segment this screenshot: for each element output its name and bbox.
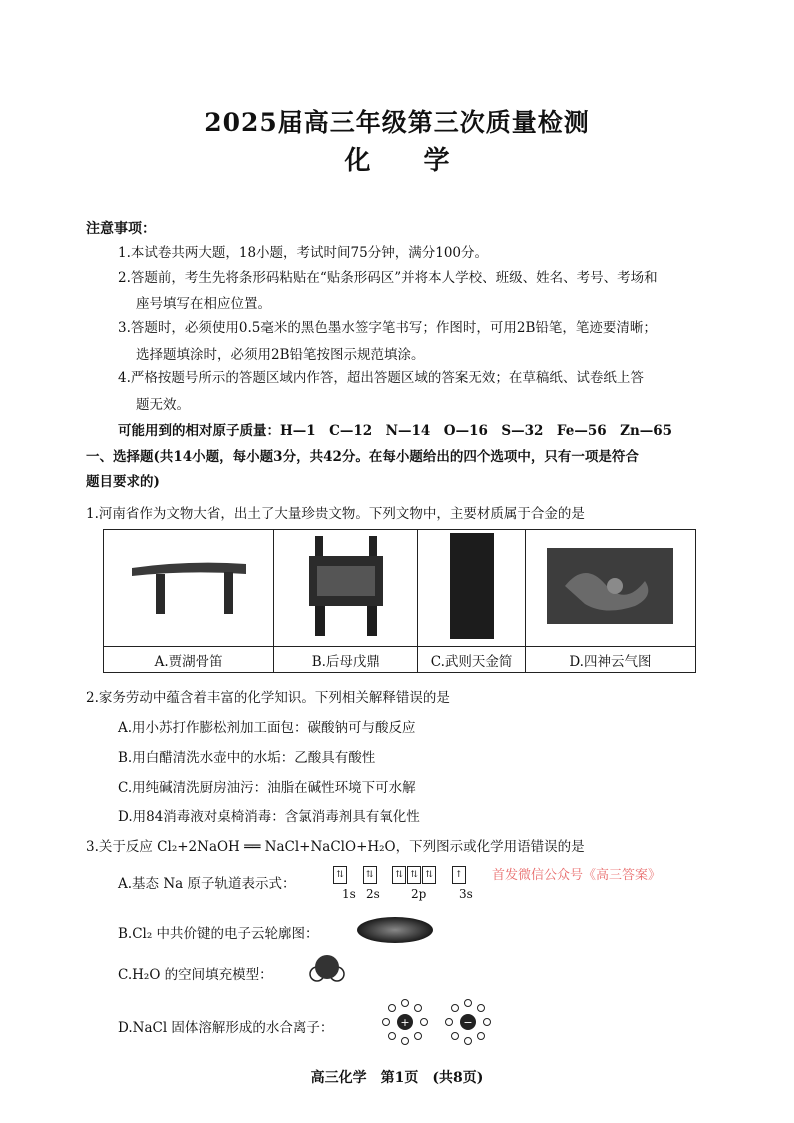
notice-item: 1.本试卷共两大题，18小题，考试时间75分钟，满分100分。 — [118, 245, 489, 261]
notice-item: 题无效。 — [136, 397, 190, 413]
relic-image-a — [104, 530, 274, 647]
q2-option-c: C.用纯碱清洗厨房油污：油脂在碱性环境下可水解 — [118, 780, 416, 796]
notice-heading: 注意事项： — [86, 221, 156, 237]
orbital-diagram — [333, 866, 467, 884]
relic-caption-a: A.贾湖骨笛 — [104, 647, 274, 673]
q2-option-a: A.用小苏打作膨松剂加工面包：碳酸钠可与酸反应 — [118, 720, 416, 736]
notice-item: 4.严格按题号所示的答题区域内作答，超出答题区域的答案无效；在草稿纸、试卷纸上答 — [118, 370, 644, 386]
orbital-label-3s: 3s — [459, 887, 473, 901]
q2-option-b: B.用白醋清洗水壶中的水垢：乙酸具有酸性 — [118, 750, 376, 766]
question-3-stem: 3.关于反应 Cl₂+2NaOH ══ NaCl+NaClO+H₂O，下列图示或化学用语错误的是 — [86, 839, 585, 855]
electron-cloud-diagram — [355, 915, 435, 945]
relics-table — [103, 529, 696, 673]
section-heading-cont: 题目要求的) — [86, 474, 160, 490]
relic-image-b — [274, 530, 418, 647]
section-heading: 一、选择题(共14小题，每小题3分，共42分。在每小题给出的四个选项中，只有一项是符合 — [86, 449, 639, 465]
subject-title: 化 学 — [344, 146, 472, 176]
water-model — [309, 952, 345, 986]
notice-item: 3.答题时，必须使用0.5毫米的黑色墨水签字笔书写；作图时，可用2B铅笔，笔迹要清晰； — [118, 320, 657, 336]
orbital-box: ⇅ — [422, 866, 436, 884]
svg-text:−: − — [463, 1016, 473, 1029]
question-1-stem: 1.河南省作为文物大省，出土了大量珍贵文物。下列文物中，主要材质属于合金的是 — [86, 506, 585, 522]
orbital-label-2p: 2p — [411, 887, 427, 901]
orbital-box: ⇅ — [407, 866, 421, 884]
exam-title: 2025届高三年级第三次质量检测 — [204, 108, 590, 137]
q3-option-d: D.NaCl 固体溶解形成的水合离子： — [118, 1020, 334, 1036]
q2-option-d: D.用84消毒液对桌椅消毒：含氯消毒剂具有氧化性 — [118, 809, 420, 825]
orbital-label-2s: 2s — [366, 887, 380, 901]
relic-image-d — [525, 530, 695, 647]
orbital-box: ⇅ — [392, 866, 406, 884]
orbital-box: ⇅ — [363, 866, 377, 884]
orbital-box: ⇅ — [333, 866, 347, 884]
q3-option-c: C.H₂O 的空间填充模型： — [118, 967, 273, 983]
page-footer: 高三化学 第1页 (共8页) — [310, 1070, 484, 1086]
relic-caption-d: D.四神云气图 — [525, 647, 695, 673]
atomic-mass-line: 可能用到的相对原子质量：H—1 C—12 N—14 O—16 S—32 Fe—56 Zn—65 — [118, 423, 673, 439]
q3-option-a: A.基态 Na 原子轨道表示式： — [118, 876, 296, 892]
question-2-stem: 2.家务劳动中蕴含着丰富的化学知识。下列相关解释错误的是 — [86, 690, 450, 706]
orbital-label-1s: 1s — [342, 887, 356, 901]
orbital-box: ↑ — [452, 866, 466, 884]
q3-option-b: B.Cl₂ 中共价键的电子云轮廓图： — [118, 926, 319, 942]
notice-item: 座号填写在相应位置。 — [136, 296, 271, 312]
svg-text:+: + — [400, 1016, 410, 1029]
notice-item: 2.答题前，考生先将条形码粘贴在“贴条形码区”并将本人学校、班级、姓名、考号、考场和 — [118, 270, 658, 286]
relic-caption-c: C.武则天金简 — [418, 647, 525, 673]
notice-item: 选择题填涂时，必须用2B铅笔按图示规范填涂。 — [136, 347, 425, 363]
relic-caption-b: B.后母戊鼎 — [274, 647, 418, 673]
watermark: 首发微信公众号《高三答案》 — [492, 868, 662, 883]
relic-image-c — [418, 530, 525, 647]
hydrated-ions-diagram — [380, 995, 500, 1049]
